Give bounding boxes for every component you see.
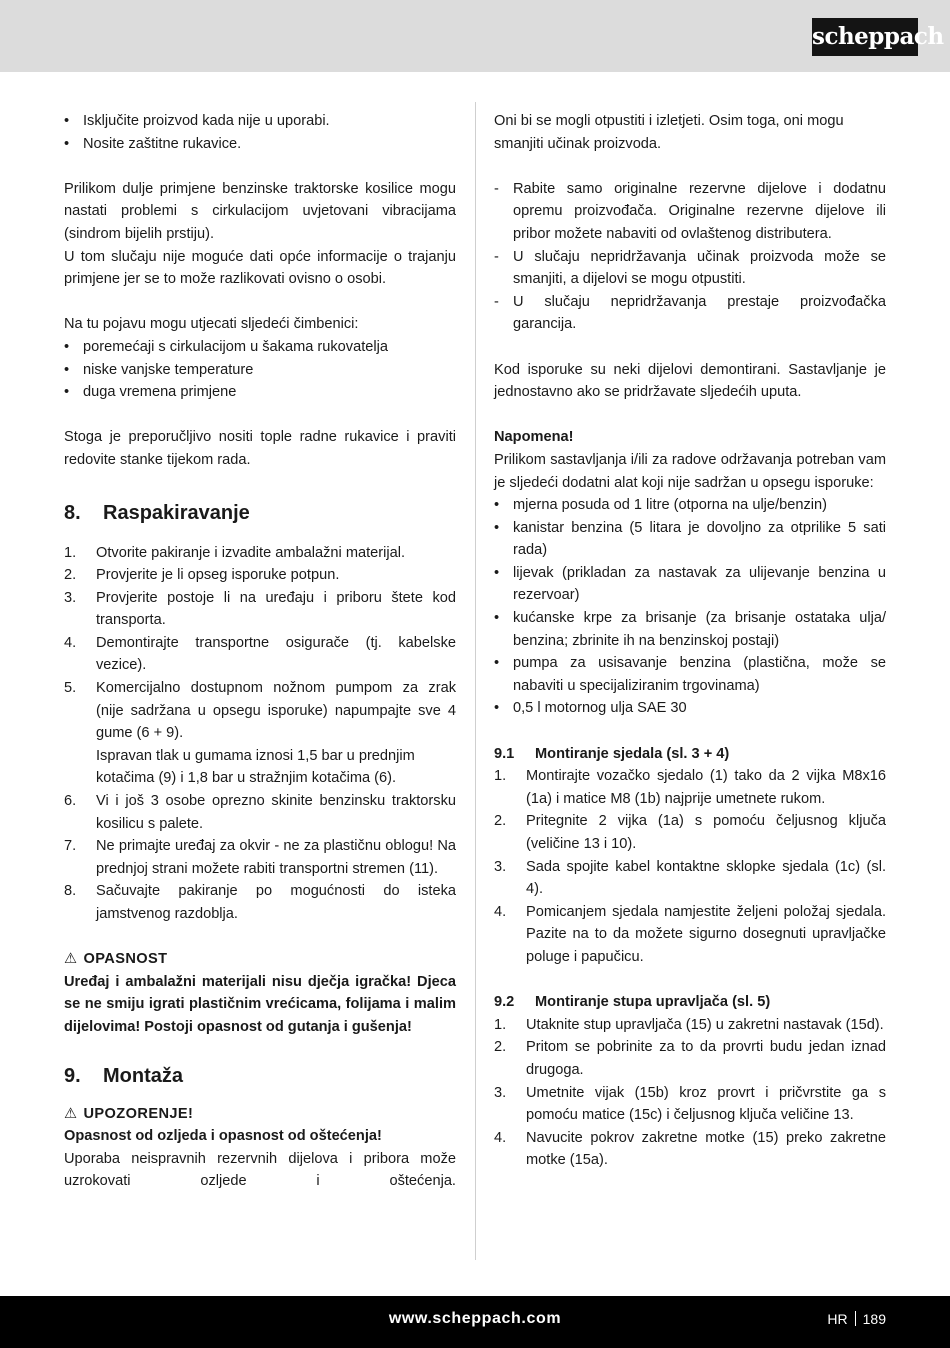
list-item: • poremećaji s cirkulacijom u šakama rukovatelja (64, 336, 456, 359)
right-column (494, 110, 886, 1172)
warning-subtitle: Opasnost od ozljeda i opasnost od oštećenja! (64, 1128, 382, 1145)
section-8-heading: 8. Raspakiravanje (64, 501, 250, 524)
list-item: • niske vanjske temperature (64, 359, 456, 382)
list-item: 2. Pritegnite 2 vijka (1a) s pomoću čeljusnog ključa (veličine 13 i 10). (494, 813, 886, 852)
list-item: 4. Navucite pokrov zakretne motke (15) preko zakretne motke (15a). (494, 1129, 886, 1169)
list-item: • 0,5 l motornog ulja SAE 30 (494, 697, 886, 720)
list-item: 5. Komercijalno dostupnom nožnom pumpom za zrak (nije sadržana u opsegu isporuke) napumpajte sve 4 gume (6 + 9). (64, 680, 456, 742)
column-divider (475, 102, 476, 1260)
list-item: 8. Sačuvajte pakiranje po mogućnosti do isteka jamstvenog razdoblja. (64, 883, 456, 922)
delivery-paragraph: Kod isporuke su neki dijelovi demontirani. Sastavljanje je jednostavno ako se pridržavate sljedećih uputa. (494, 361, 886, 401)
vibration-paragraph: Prilikom dulje primjene benzinske traktorske kosilice mogu nastati problemi s cirkulacijom uvjetovani vibracijama (sindrom bijelih prstiju). (64, 180, 456, 242)
footer-band (0, 1296, 950, 1348)
list-item: 1. Utaknite stup upravljača (15) u zakretni nastavak (15d). (494, 1016, 884, 1033)
warning-title: ⚠ UPOZORENJE! (64, 1105, 194, 1122)
warning-triangle-icon: ⚠ (64, 951, 78, 968)
list-item: • Nosite zaštitne rukavice. (64, 133, 456, 156)
left-column (64, 110, 456, 1193)
list-item: • pumpa za usisavanje benzina (plastična, može se nabaviti u specijaliziranim trgovinama) (494, 652, 886, 697)
list-item: 2. Pritom se pobrinite za to da provrti budu jedan iznad drugoga. (494, 1039, 886, 1078)
list-item: 6. Vi i još 3 osobe oprezno skinite benzinsku traktorsku kosilicu s palete. (64, 793, 456, 832)
note-text: Prilikom sastavljanja i/ili za radove održavanja potreban vam je sljedeći dodatni alat koji nije sadržan u opsegu isporuke: (494, 451, 886, 491)
list-item: • duga vremena primjene (64, 381, 456, 404)
note-title: Napomena! (494, 429, 574, 446)
list-item: • kanistar benzina (5 litara je dovoljno za otprilike 5 sati rada) (494, 517, 886, 562)
section-9-heading: 9. Montaža (64, 1064, 183, 1087)
list-item: • kućanske krpe za brisanje (za brisanje ostataka ulja/ benzina; zbrinite ih na benzinskoj postaji) (494, 607, 886, 652)
warning-triangle-icon: ⚠ (64, 1105, 78, 1122)
list-item: - U slučaju nepridržavanja prestaje proizvođačka garancija. (494, 291, 886, 336)
list-item: • mjerna posuda od 1 litre (otporna na ulje/benzin) (494, 494, 886, 517)
language-code: HR (827, 1311, 848, 1327)
brand-logo: scheppach (812, 18, 918, 56)
list-item: 3. Sada spojite kabel kontaktne sklopke sjedala (1c) (sl. 4). (494, 858, 886, 898)
vibration-paragraph-2: U tom slučaju nije moguće dati opće informacije o trajanju primjene jer se to može razlikovati ovisno o osobi. (64, 248, 456, 288)
separator (855, 1311, 856, 1326)
list-item: - Rabite samo originalne rezervne dijelove i dodatnu opremu proizvođača. Originalne rezervne dijelove ili pribor možete nabaviti od ovlaštenog distributera. (494, 178, 886, 246)
gloves-paragraph: Stoga je preporučljivo nositi tople radne rukavice i praviti redovite stanke tijekom rada. (64, 429, 456, 468)
continued-paragraph: Oni bi se mogli otpustiti i izletjeti. Osim toga, oni mogu smanjiti učinak proizvoda. (494, 113, 844, 152)
list-item: 3. Provjerite postoje li na uređaju i priboru štete kod transporta. (64, 589, 456, 629)
warning-text: Uporaba neispravnih rezervnih dijelova i pribora može uzrokovati ozljede i oštećenja. (64, 1150, 456, 1190)
page-number: 189 (862, 1311, 886, 1327)
list-item: 2. Provjerite je li opseg isporuke potpun. (64, 567, 340, 584)
website-link[interactable]: www.scheppach.com (388, 1310, 562, 1327)
danger-text: Uređaj i ambalažni materijali nisu dječja igračka! Djeca se ne smiju igrati plastičnim vrećicama, folijama i malim dijelovima! Postoji opasnost od gutanja i gušenja! (64, 973, 456, 1035)
list-item: 1. Montirajte vozačko sjedalo (1) tako da 2 vijka M8x16 (1a) i matice M8 (1b) najprije umetnete rukom. (494, 768, 886, 807)
list-item: 4. Demontirajte transportne osigurače (tj. kabelske vezice). (64, 634, 456, 674)
section-9-1-heading: 9.1 Montiranje sjedala (sl. 3 + 4) (494, 745, 730, 762)
section-9-2-heading: 9.2 Montiranje stupa upravljača (sl. 5) (494, 994, 771, 1011)
list-item: 3. Umetnite vijak (15b) kroz provrt i pričvrstite ga s pomoću matice (15c) i čeljusnog ključa veličine 13. (494, 1084, 886, 1124)
list-item: • Isključite proizvod kada nije u uporabi. (64, 110, 456, 133)
header-band (0, 0, 950, 72)
factors-intro: Na tu pojavu mogu utjecati sljedeći čimbenici: (64, 316, 359, 333)
list-item: 1. Otvorite pakiranje i izvadite ambalažni materijal. (64, 544, 406, 561)
danger-title: ⚠ OPASNOST (64, 951, 168, 968)
tyre-pressure-note: Ispravan tlak u gumama iznosi 1,5 bar u prednjim kotačima (9) i 1,8 bar u stražnjim kotačima (6). (96, 747, 415, 787)
list-item: 7. Ne primajte uređaj za okvir - ne za plastičnu oblogu! Na prednjoj strani možete rabiti transportni stremen (11). (64, 838, 456, 877)
page-indicator (827, 1296, 886, 1342)
list-item: - U slučaju nepridržavanja učinak proizvoda može se smanjiti, a dijelovi se mogu otpustiti. (494, 246, 886, 291)
list-item: • lijevak (prikladan za nastavak za ulijevanje benzina u rezervoar) (494, 562, 886, 607)
list-item: 4. Pomicanjem sjedala namjestite željeni položaj sjedala. Pazite na to da možete sigurno dosegnuti upravljačke poluge i papučicu. (494, 903, 886, 965)
